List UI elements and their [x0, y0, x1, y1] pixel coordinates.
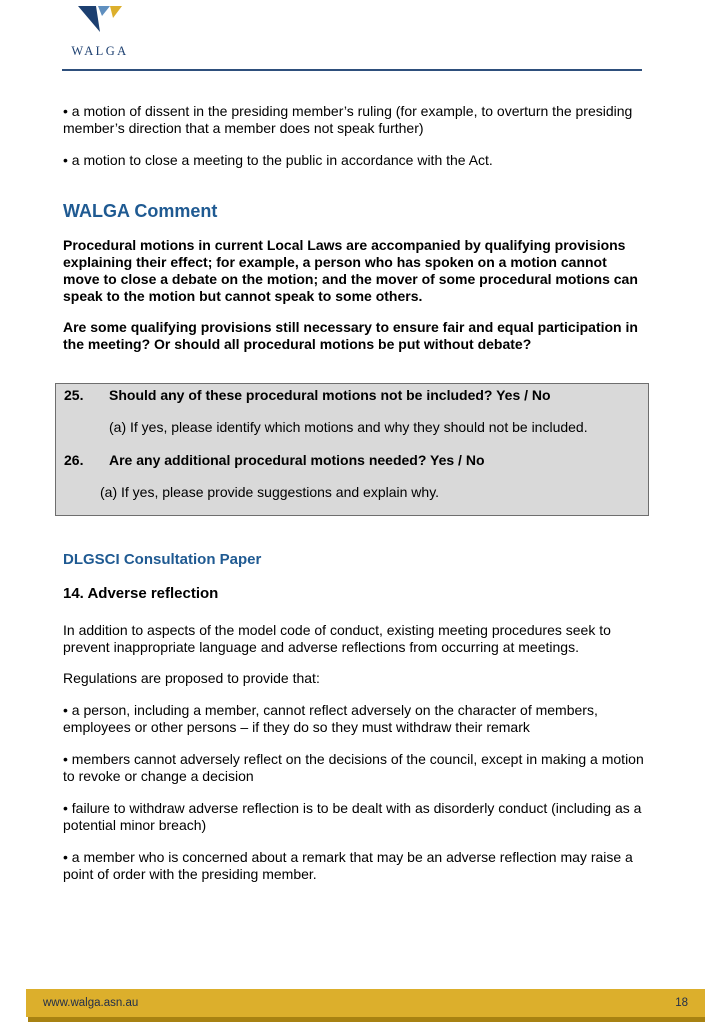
intro-bullet-dissent: • a motion of dissent in the presiding member’s ruling (for example, to overturn the presiding member’s direction that a member does not speak further): [63, 103, 633, 136]
footer-url-link[interactable]: www.walga.asn.au: [43, 997, 139, 1009]
question-subtext: (a) If yes, please provide suggestions and explain why.: [100, 484, 440, 500]
intro-bullet-close-meeting: • a motion to close a meeting to the public in accordance with the Act.: [63, 152, 493, 168]
questions-box: [55, 383, 649, 516]
question-text: Should any of these procedural motions not be included? Yes / No: [109, 387, 551, 403]
walga-logo-icon: [78, 6, 122, 36]
list-item: • a member who is concerned about a remark that may be an adverse reflection may raise a point of order with the presiding member.: [63, 849, 633, 882]
header-divider: [62, 69, 642, 71]
walga-comment-heading: WALGA Comment: [63, 201, 218, 221]
page-number: 18: [675, 997, 688, 1009]
consultation-paragraph-1: In addition to aspects of the model code of conduct, existing meeting procedures seek to prevent inappropriate language and adverse reflections from occurring at meetings.: [63, 622, 611, 655]
question-text: Are any additional procedural motions needed? Yes / No: [109, 452, 485, 468]
question-subtext: (a) If yes, please identify which motions and why they should not be included.: [109, 419, 588, 435]
walga-logo: [66, 6, 134, 58]
section-title: 14. Adverse reflection: [63, 585, 219, 602]
logo-wordmark: WALGA: [71, 44, 129, 58]
footer-bar: [26, 989, 705, 1017]
question-number: 25.: [64, 387, 84, 403]
consultation-paragraph-2: Regulations are proposed to provide that:: [63, 670, 320, 686]
list-item: • a person, including a member, cannot reflect adversely on the character of members, employees or other persons – if they do so they must withdraw their remark: [63, 702, 598, 735]
consultation-heading: DLGSCI Consultation Paper: [63, 551, 262, 568]
list-item: • members cannot adversely reflect on the decisions of the council, except in making a motion to revoke or change a decision: [63, 751, 644, 784]
question-number: 26.: [64, 452, 84, 468]
walga-comment-paragraph-2: Are some qualifying provisions still necessary to ensure fair and equal participation in the meeting? Or should all procedural motions be put without debate?: [63, 319, 638, 352]
walga-comment-paragraph-1: Procedural motions in current Local Laws are accompanied by qualifying provisions explaining their effect; for example, a person who has spoken on a motion cannot move to close a debate on the motion; and the mover of some procedural motions can speak to the motion but cannot speak to some others.: [63, 237, 638, 304]
list-item: • failure to withdraw adverse reflection is to be dealt with as disorderly conduct (including as a potential minor breach): [63, 800, 642, 833]
